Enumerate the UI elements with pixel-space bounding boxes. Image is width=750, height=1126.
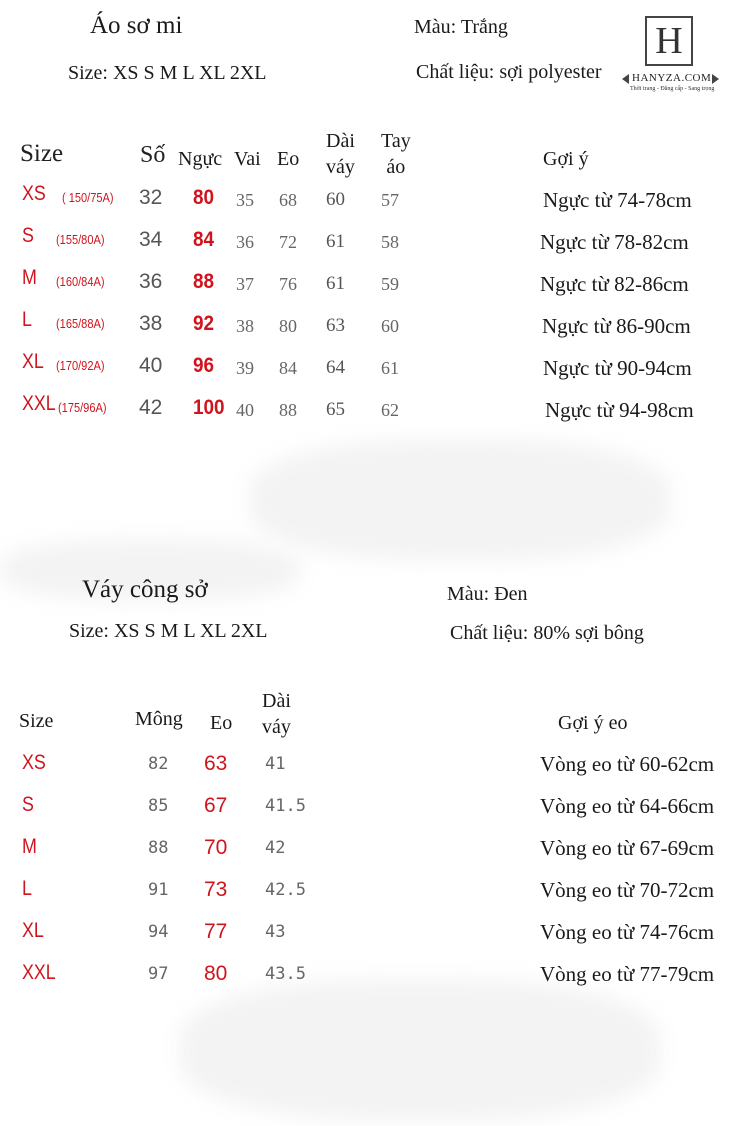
shirt-suggest-text: Ngực từ 94-98cm xyxy=(545,398,694,422)
shirt-header-so: Số xyxy=(140,142,166,168)
shirt-nguc-value: 96 xyxy=(193,354,215,377)
shirt-title: Áo sơ mi xyxy=(90,12,183,39)
skirt-dai-value: 42 xyxy=(265,838,286,858)
skirt-title: Váy công sở xyxy=(82,576,208,603)
skirt-mong-value: 88 xyxy=(148,838,169,858)
shirt-tay-value: 62 xyxy=(381,400,399,420)
shirt-eo-value: 88 xyxy=(279,400,297,420)
skirt-size-label: XS xyxy=(22,751,46,774)
shirt-nguc-value: 80 xyxy=(193,186,215,209)
skirt-size-label: M xyxy=(22,835,37,858)
shirt-suggest-text: Ngực từ 90-94cm xyxy=(543,356,692,380)
shirt-size-label: M xyxy=(22,266,37,289)
shirt-size-label: XS xyxy=(22,182,46,205)
shirt-size-label: S xyxy=(22,224,34,247)
shirt-header-tay-line2: áo xyxy=(386,156,406,178)
logo-arrow-left-icon xyxy=(622,74,629,84)
skirt-mong-value: 82 xyxy=(148,754,169,774)
skirt-header-size: Size xyxy=(19,710,54,732)
shirt-so-value: 40 xyxy=(139,354,163,377)
shirt-vai-value: 35 xyxy=(236,190,254,210)
shirt-nguc-value: 92 xyxy=(193,312,215,335)
skirt-header-dai-line2: váy xyxy=(262,716,291,738)
shirt-tay-value: 59 xyxy=(381,274,399,294)
shirt-eo-value: 76 xyxy=(279,274,297,294)
brand-logo xyxy=(645,16,693,66)
shirt-material: Chất liệu: sợi polyester xyxy=(416,61,602,83)
shirt-header-nguc: Ngực xyxy=(178,148,223,170)
shirt-tay-value: 57 xyxy=(381,190,399,210)
skirt-size-label: XL xyxy=(22,919,44,942)
shirt-size-label: XXL xyxy=(22,392,56,415)
shirt-size-code: (165/88A) xyxy=(56,316,105,331)
skirt-suggest-text: Vòng eo từ 60-62cm xyxy=(540,752,715,776)
shirt-header-eo: Eo xyxy=(277,148,300,170)
shirt-size-code: (160/84A) xyxy=(56,274,105,289)
shirt-eo-value: 80 xyxy=(279,316,297,336)
shirt-size-code: (170/92A) xyxy=(56,358,105,373)
shirt-suggest-text: Ngực từ 82-86cm xyxy=(540,272,689,296)
skirt-header-suggest: Gợi ý eo xyxy=(558,712,628,734)
shirt-size-code: (155/80A) xyxy=(56,232,105,247)
shirt-nguc-value: 100 xyxy=(193,396,225,419)
shirt-dai-value: 61 xyxy=(326,273,345,294)
shirt-vai-value: 39 xyxy=(236,358,254,378)
skirt-eo-value: 80 xyxy=(204,962,228,985)
skirt-header-dai xyxy=(262,688,291,740)
skirt-size-label: S xyxy=(22,793,34,816)
background-texture xyxy=(180,980,660,1120)
shirt-eo-value: 68 xyxy=(279,190,297,210)
shirt-vai-value: 40 xyxy=(236,400,254,420)
shirt-eo-value: 84 xyxy=(279,358,297,378)
shirt-nguc-value: 88 xyxy=(193,270,215,293)
shirt-dai-value: 60 xyxy=(326,189,345,210)
shirt-dai-value: 63 xyxy=(326,315,345,336)
shirt-so-value: 36 xyxy=(139,270,163,293)
skirt-mong-value: 85 xyxy=(148,796,169,816)
skirt-dai-value: 42.5 xyxy=(265,880,306,900)
shirt-tay-value: 60 xyxy=(381,316,399,336)
skirt-mong-value: 97 xyxy=(148,964,169,984)
shirt-vai-value: 36 xyxy=(236,232,254,252)
skirt-eo-value: 63 xyxy=(204,752,228,775)
skirt-dai-value: 41 xyxy=(265,754,286,774)
shirt-header-suggest: Gợi ý xyxy=(543,148,589,170)
shirt-dai-value: 64 xyxy=(326,357,345,378)
shirt-vai-value: 37 xyxy=(236,274,254,294)
skirt-color: Màu: Đen xyxy=(447,583,528,605)
skirt-eo-value: 77 xyxy=(204,920,228,943)
shirt-header-dai xyxy=(326,128,355,180)
skirt-suggest-text: Vòng eo từ 64-66cm xyxy=(540,794,715,818)
skirt-header-eo: Eo xyxy=(210,712,233,734)
skirt-mong-value: 94 xyxy=(148,922,169,942)
skirt-sizes: Size: XS S M L XL 2XL xyxy=(69,620,268,642)
skirt-header-dai-line1: Dài xyxy=(262,690,291,712)
shirt-dai-value: 65 xyxy=(326,399,345,420)
shirt-header-tay xyxy=(381,128,411,180)
shirt-size-code: (175/96A) xyxy=(58,400,107,415)
shirt-size-label: XL xyxy=(22,350,44,373)
shirt-dai-value: 61 xyxy=(326,231,345,252)
skirt-size-label: L xyxy=(22,877,32,900)
skirt-mong-value: 91 xyxy=(148,880,169,900)
skirt-dai-value: 41.5 xyxy=(265,796,306,816)
skirt-size-label: XXL xyxy=(22,961,56,984)
shirt-color: Màu: Trắng xyxy=(414,16,508,38)
shirt-vai-value: 38 xyxy=(236,316,254,336)
shirt-tay-value: 61 xyxy=(381,358,399,378)
shirt-header-dai-line2: váy xyxy=(326,156,355,178)
shirt-header-dai-line1: Dài xyxy=(326,130,355,152)
skirt-suggest-text: Vòng eo từ 70-72cm xyxy=(540,878,715,902)
skirt-dai-value: 43.5 xyxy=(265,964,306,984)
shirt-sizes: Size: XS S M L XL 2XL xyxy=(68,62,267,84)
skirt-material: Chất liệu: 80% sợi bông xyxy=(450,622,644,644)
shirt-so-value: 32 xyxy=(139,186,163,209)
brand-tagline: Thời trang - Đẳng cấp - Sang trọng xyxy=(630,86,715,92)
logo-letter: H xyxy=(655,20,683,62)
shirt-so-value: 38 xyxy=(139,312,163,335)
skirt-dai-value: 43 xyxy=(265,922,286,942)
shirt-header-vai: Vai xyxy=(234,148,261,170)
skirt-header-mong: Mông xyxy=(135,708,183,730)
shirt-header-tay-line1: Tay xyxy=(381,130,411,152)
shirt-so-value: 34 xyxy=(139,228,163,251)
shirt-eo-value: 72 xyxy=(279,232,297,252)
shirt-so-value: 42 xyxy=(139,396,163,419)
skirt-eo-value: 70 xyxy=(204,836,228,859)
shirt-header-size: Size xyxy=(20,140,64,167)
shirt-size-label: L xyxy=(22,308,32,331)
skirt-eo-value: 73 xyxy=(204,878,228,901)
shirt-size-code: ( 150/75A) xyxy=(62,190,114,205)
brand-name: HANYZA.COM xyxy=(632,72,712,84)
skirt-suggest-text: Vòng eo từ 77-79cm xyxy=(540,962,715,986)
shirt-nguc-value: 84 xyxy=(193,228,215,251)
skirt-suggest-text: Vòng eo từ 74-76cm xyxy=(540,920,715,944)
shirt-suggest-text: Ngực từ 86-90cm xyxy=(542,314,691,338)
shirt-suggest-text: Ngực từ 78-82cm xyxy=(540,230,689,254)
skirt-eo-value: 67 xyxy=(204,794,228,817)
logo-arrow-right-icon xyxy=(712,74,719,84)
shirt-suggest-text: Ngực từ 74-78cm xyxy=(543,188,692,212)
skirt-suggest-text: Vòng eo từ 67-69cm xyxy=(540,836,715,860)
background-texture xyxy=(250,440,670,560)
shirt-tay-value: 58 xyxy=(381,232,399,252)
